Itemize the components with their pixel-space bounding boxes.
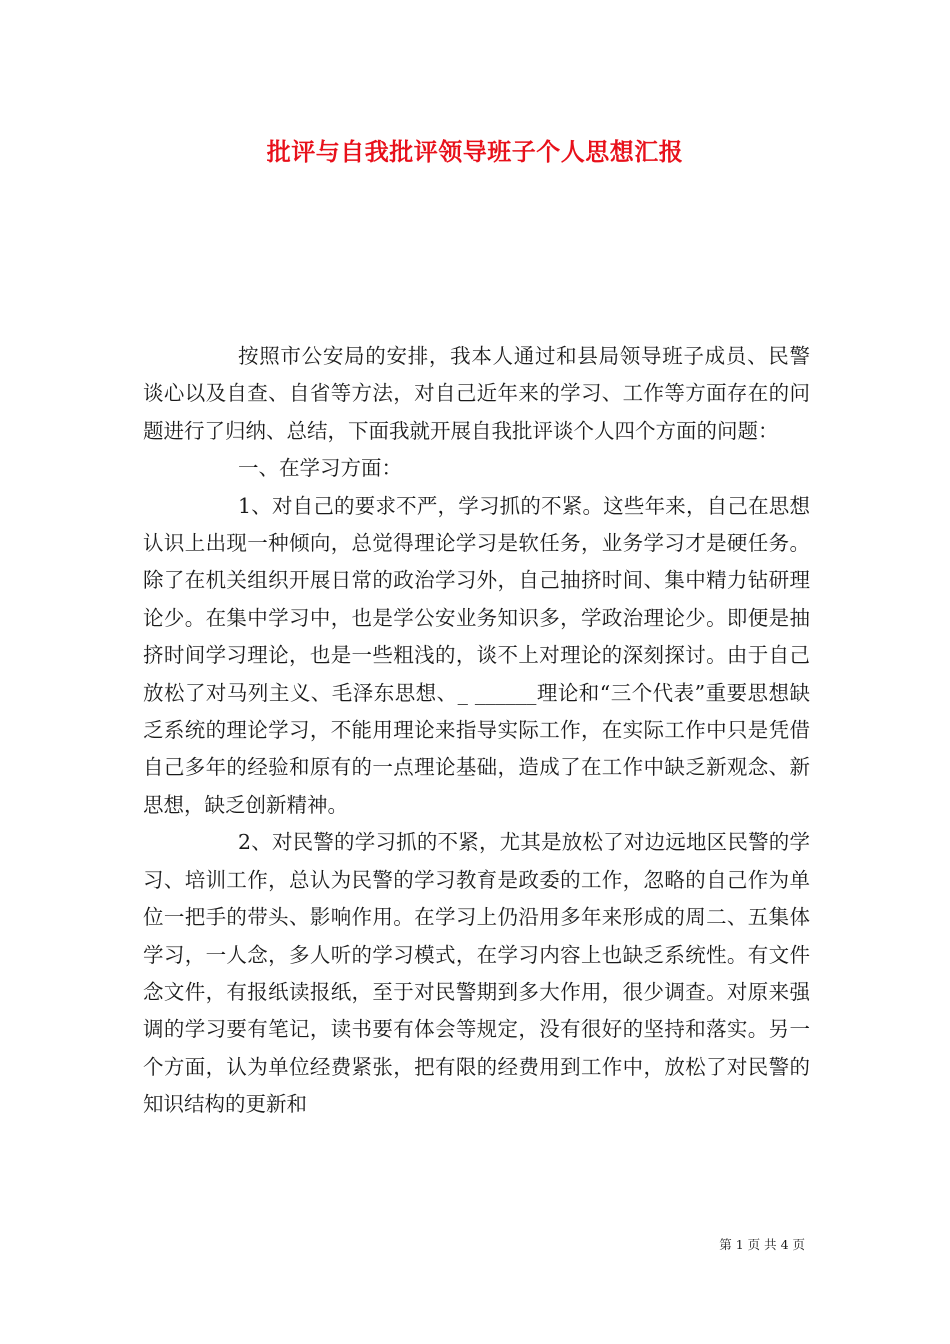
point-1-paragraph: 1、对自己的要求不严，学习抓的不紧。这些年来，自己在思想认识上出现一种倾向，总觉得理论学习是软任务，业务学习才是硬任务。除了在机关组织开展日常的政治学习外，自己抽挤时间、集中精力钻研理论少。在集中学习中，也是学公安业务知识多，学政治理论少。即便是抽挤时间学习理论，也是一些粗浅的，谈不上对理论的深刻探讨。由于自己放松了对马列主义、毛泽东思想、_ ______理论和“三个代表”重要思想缺乏系统的理论学习，不能用理论来指导实际工作，在实际工作中只是凭借自己多年的经验和原有的一点理论基础，造成了在工作中缺乏新观念、新思想，缺乏创新精神。: [143, 493, 810, 817]
document-body: [143, 338, 810, 1124]
document-title: 批评与自我批评领导班子个人思想汇报: [266, 137, 684, 166]
page-number: 第 1 页 共 4 页: [719, 1237, 805, 1252]
intro-paragraph: 按照市公安局的安排，我本人通过和县局领导班子成员、民警谈心以及自查、自省等方法，对自己近年来的学习、工作等方面存在的问题进行了归纳、总结，下面我就开展自我批评谈个人四个方面的问题：: [143, 344, 810, 443]
section-heading-study: 一、在学习方面：: [238, 456, 402, 481]
point-2-paragraph: 2、对民警的学习抓的不紧，尤其是放松了对边远地区民警的学习、培训工作，总认为民警的学习教育是政委的工作，忽略的自己作为单位一把手的带头、影响作用。在学习上仍沿用多年来形成的周二、五集体学习，一人念，多人听的学习模式，在学习内容上也缺乏系统性。有文件念文件，有报纸读报纸，至于对民警期到多大作用，很少调查。对原来强调的学习要有笔记，读书要有体会等规定，没有很好的坚持和落实。另一个方面，认为单位经费紧张，把有限的经费用到工作中，放松了对民警的知识结构的更新和: [143, 830, 810, 1117]
